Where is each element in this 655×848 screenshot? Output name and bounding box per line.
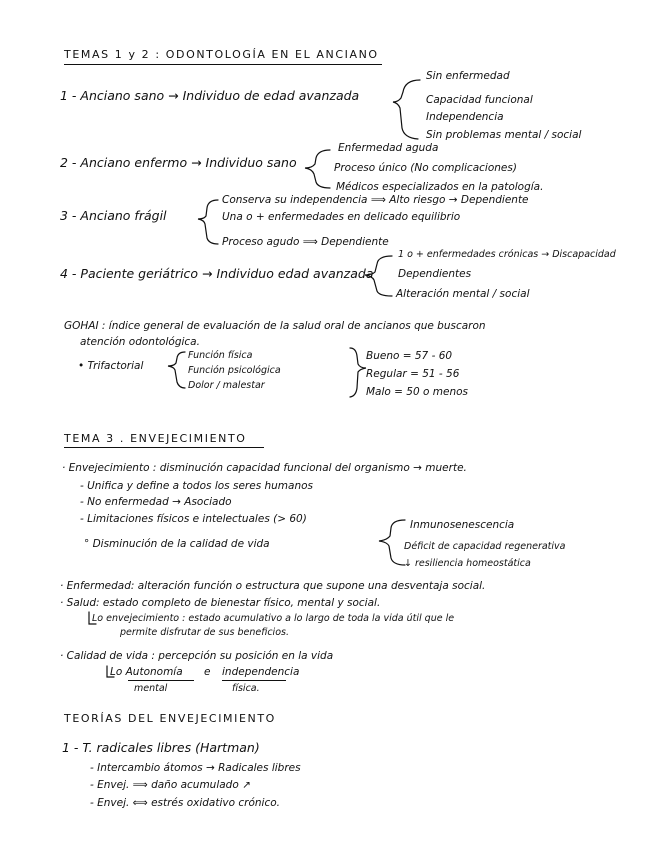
autonomia-label: Lo Autonomía [110, 666, 183, 678]
envej-bullet-1: - Unifica y define a todos los seres humanos [80, 480, 314, 492]
item2-label: 2 - Anciano enfermo → Individuo sano [60, 155, 297, 170]
theory1-title: 1 - T. radicales libres (Hartman) [62, 740, 260, 755]
item3-sub-2: Una o + enfermedades en delicado equilibrio [222, 211, 461, 223]
theory1-line-1: - Intercambio átomos → Radicales libres [90, 762, 301, 774]
item3-label: 3 - Anciano frágil [60, 208, 167, 223]
section3-title: TEORÍAS DEL ENVEJECIMIENTO [64, 712, 276, 725]
section1-title-underline [64, 64, 382, 65]
item1-label: 1 - Anciano sano → Individuo de edad avanzada [60, 88, 360, 103]
gohai-line1: GOHAI : índice general de evaluación de la salud oral de ancianos que buscaron [64, 320, 486, 332]
item3-sub-1: Conserva su independencia ⟹ Alto riesgo → Dependiente [222, 194, 529, 206]
section1-title: TEMAS 1 y 2 : ODONTOLOGÍA EN EL ANCIANO [64, 48, 379, 61]
gohai-score-malo: Malo = 50 o menos [366, 386, 469, 398]
item1-sub-4: Sin problemas mental / social [426, 129, 582, 141]
brace-3 [198, 200, 218, 244]
gohai-line2: atención odontológica. [80, 336, 200, 348]
theory1-line-3: - Envej. ⟺ estrés oxidativo crónico. [90, 797, 280, 809]
gohai-score-regular: Regular = 51 - 56 [366, 368, 460, 380]
independencia-underline [222, 680, 286, 681]
gohai-factor-1: Función física [188, 350, 253, 361]
independencia-fisica: física. [232, 683, 260, 694]
item2-sub-2: Proceso único (No complicaciones) [334, 162, 517, 174]
autonomia-conjunction: e [204, 666, 211, 678]
item1-sub-1: Sin enfermedad [426, 70, 510, 82]
item3-sub-3: Proceso agudo ⟹ Dependiente [222, 236, 389, 248]
item4-sub-2: Dependientes [398, 268, 472, 280]
envej-bullet-3: - Limitaciones físicos e intelectuales (> 60) [80, 513, 307, 525]
gohai-factor-3: Dolor / malestar [188, 380, 265, 391]
item2-sub-3: Médicos especializados en la patología. [336, 181, 544, 193]
envejecimiento-activo-line1: Lo envejecimiento : estado acumulativo a lo largo de toda la vida útil que le [92, 613, 455, 624]
item1-sub-3: Independencia [426, 111, 504, 123]
disminucion-sub-1: Inmunosenescencia [410, 519, 515, 531]
envej-bullet-2: - No enfermedad → Asociado [80, 496, 232, 508]
item4-label: 4 - Paciente geriátrico → Individuo edad avanzada [60, 266, 374, 281]
item1-sub-2: Capacidad funcional [426, 94, 533, 106]
envejecimiento-def: · Envejecimiento : disminución capacidad funcional del organismo → muerte. [62, 462, 467, 474]
brace-1 [393, 80, 420, 139]
autonomia-mental: mental [134, 683, 168, 694]
gohai-trifactorial: • Trifactorial [78, 360, 144, 372]
brace-2 [305, 150, 330, 188]
theory1-line-2: - Envej. ⟹ daño acumulado ↗ [90, 779, 251, 791]
item2-sub-1: Enfermedad aguda [338, 142, 439, 154]
disminucion-sub-3: ↓ resiliencia homeostática [404, 558, 531, 569]
enfermedad-def: · Enfermedad: alteración función o estructura que supone una desventaja social. [60, 580, 486, 592]
envejecimiento-activo-line2: permite disfrutar de sus beneficios. [120, 627, 289, 638]
section2-title-underline [64, 447, 264, 448]
calidad-vida-def: · Calidad de vida : percepción su posición en la vida [60, 650, 334, 662]
item4-sub-3: Alteración mental / social [396, 288, 530, 300]
brace-scores [350, 348, 366, 397]
independencia-label: independencia [222, 666, 300, 678]
salud-def: · Salud: estado completo de bienestar físico, mental y social. [60, 597, 381, 609]
brace-factors [168, 352, 185, 388]
item4-sub-1: 1 o + enfermedades crónicas → Discapacidad [398, 249, 616, 260]
disminucion-calidad: ° Disminución de la calidad de vida [84, 538, 270, 550]
disminucion-sub-2: Déficit de capacidad regenerativa [404, 541, 566, 552]
gohai-factor-2: Función psicológica [188, 365, 281, 376]
section2-title: TEMA 3 . ENVEJECIMIENTO [64, 432, 247, 445]
gohai-score-bueno: Bueno = 57 - 60 [366, 350, 453, 362]
brace-disminucion [379, 520, 405, 565]
autonomia-underline [128, 680, 194, 681]
